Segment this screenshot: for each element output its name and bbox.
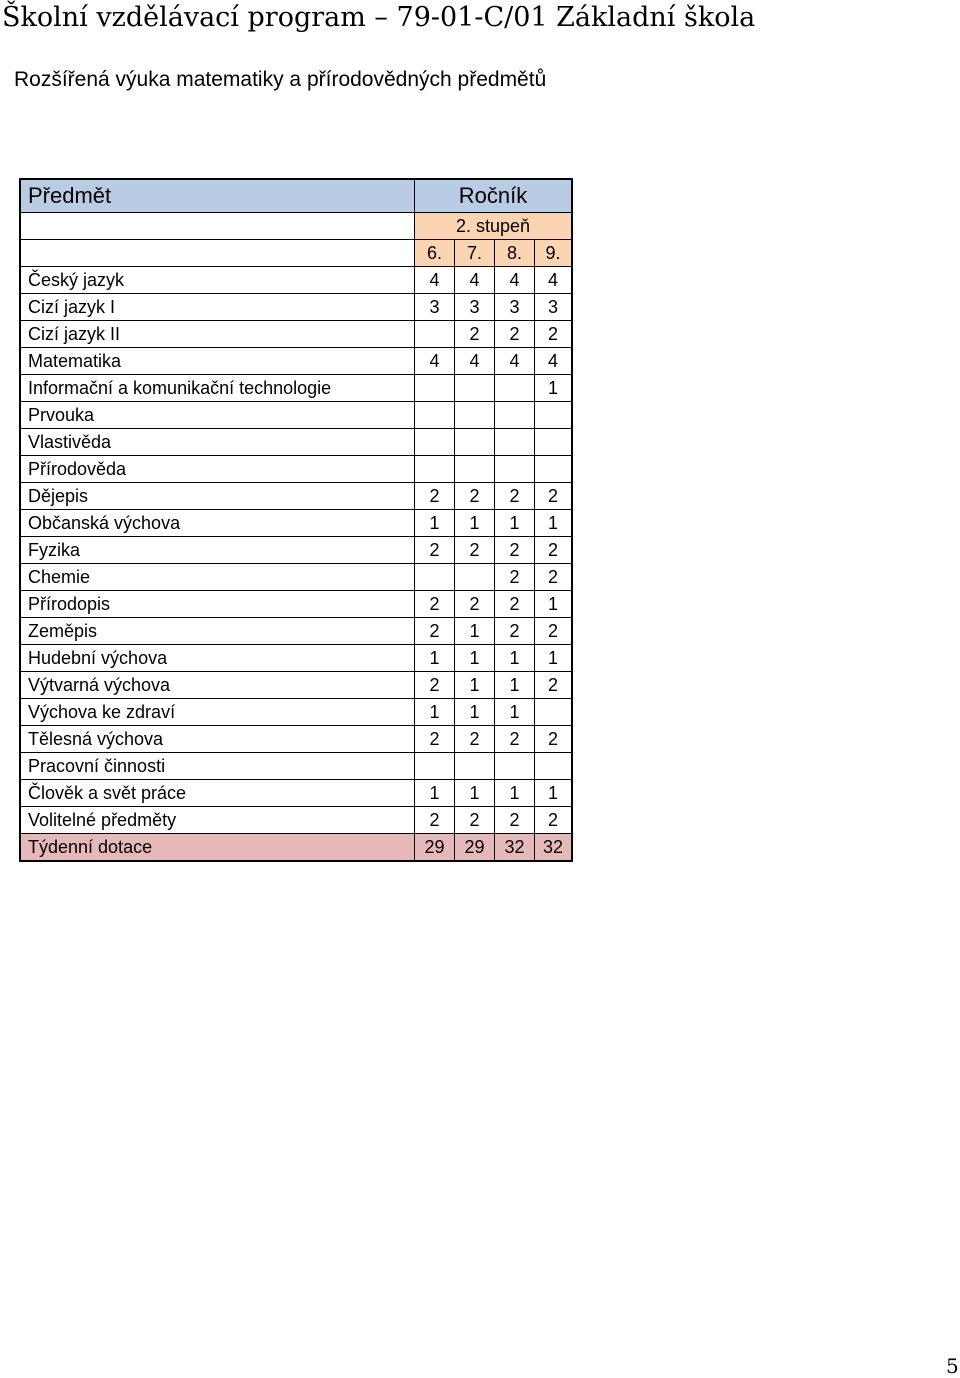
- hours-cell: 1: [415, 645, 455, 672]
- hours-cell: 4: [455, 267, 495, 294]
- hours-cell: 2: [535, 483, 573, 510]
- hours-cell: 1: [455, 672, 495, 699]
- hours-cell: 4: [535, 348, 573, 375]
- hours-cell: 2: [535, 726, 573, 753]
- year-8: 8.: [495, 240, 535, 267]
- year-7: 7.: [455, 240, 495, 267]
- hours-cell: [415, 753, 455, 780]
- hours-cell: 1: [455, 510, 495, 537]
- level-row-blank: [20, 213, 415, 240]
- table-row: [20, 348, 572, 375]
- hours-cell: [415, 402, 455, 429]
- hours-cell: 4: [495, 348, 535, 375]
- table-row: [20, 564, 572, 591]
- hours-cell: [495, 402, 535, 429]
- hours-cell: [535, 456, 573, 483]
- hours-cell: 4: [415, 267, 455, 294]
- subject-name: Hudební výchova: [20, 645, 415, 672]
- hours-cell: 1: [495, 672, 535, 699]
- hours-cell: 2: [535, 537, 573, 564]
- grade-header: Ročník: [415, 179, 573, 213]
- hours-cell: [495, 375, 535, 402]
- hours-cell: 2: [535, 618, 573, 645]
- hours-cell: [455, 402, 495, 429]
- table-row: [20, 375, 572, 402]
- hours-cell: 2: [495, 564, 535, 591]
- subject-name: Výchova ke zdraví: [20, 699, 415, 726]
- hours-cell: 3: [495, 294, 535, 321]
- hours-cell: [455, 375, 495, 402]
- hours-cell: [415, 456, 455, 483]
- hours-cell: 1: [415, 780, 455, 807]
- subject-name: Člověk a svět práce: [20, 780, 415, 807]
- subject-name: Přírodopis: [20, 591, 415, 618]
- hours-cell: 2: [535, 807, 573, 834]
- hours-cell: 1: [455, 618, 495, 645]
- hours-cell: 1: [535, 780, 573, 807]
- hours-cell: [495, 429, 535, 456]
- hours-cell: 2: [495, 537, 535, 564]
- document-subtitle: Rozšířená výuka matematiky a přírodovědných předmětů: [14, 68, 547, 91]
- hours-cell: 1: [535, 645, 573, 672]
- subject-name: Informační a komunikační technologie: [20, 375, 415, 402]
- table-row: [20, 294, 572, 321]
- page-number: 5: [946, 1354, 959, 1378]
- hours-cell: [455, 753, 495, 780]
- subject-name: Přírodověda: [20, 456, 415, 483]
- table-row: [20, 456, 572, 483]
- hours-cell: 4: [495, 267, 535, 294]
- table-row: [20, 321, 572, 348]
- table-row: [20, 618, 572, 645]
- hours-cell: [415, 375, 455, 402]
- hours-cell: 2: [535, 321, 573, 348]
- hours-cell: 2: [455, 726, 495, 753]
- hours-cell: 2: [455, 537, 495, 564]
- hours-cell: 2: [415, 672, 455, 699]
- table-row: [20, 672, 572, 699]
- hours-cell: 32: [535, 834, 573, 862]
- table-header-row: [20, 179, 572, 213]
- hours-cell: [495, 456, 535, 483]
- table-row: [20, 429, 572, 456]
- subject-header: Předmět: [20, 179, 415, 213]
- hours-cell: [455, 456, 495, 483]
- hours-cell: [455, 564, 495, 591]
- hours-cell: 4: [415, 348, 455, 375]
- table-row: [20, 591, 572, 618]
- hours-cell: 1: [495, 510, 535, 537]
- hours-cell: 2: [415, 591, 455, 618]
- hours-cell: 2: [415, 537, 455, 564]
- year-6: 6.: [415, 240, 455, 267]
- table-row: [20, 645, 572, 672]
- hours-cell: 1: [535, 510, 573, 537]
- hours-cell: 3: [415, 294, 455, 321]
- hours-cell: 32: [495, 834, 535, 862]
- hours-cell: [455, 429, 495, 456]
- hours-cell: 1: [455, 699, 495, 726]
- subject-name: Vlastivěda: [20, 429, 415, 456]
- subject-name: Výtvarná výchova: [20, 672, 415, 699]
- hours-cell: 29: [455, 834, 495, 862]
- hours-cell: 2: [455, 483, 495, 510]
- hours-cell: [415, 564, 455, 591]
- hours-cell: [535, 699, 573, 726]
- table-row: [20, 807, 572, 834]
- lesson-plan-table: [19, 178, 573, 862]
- hours-cell: [495, 753, 535, 780]
- hours-cell: 2: [415, 807, 455, 834]
- subject-name: Dějepis: [20, 483, 415, 510]
- subject-name: Občanská výchova: [20, 510, 415, 537]
- hours-cell: 2: [495, 321, 535, 348]
- hours-cell: [535, 402, 573, 429]
- hours-cell: 2: [495, 807, 535, 834]
- subject-name: Český jazyk: [20, 267, 415, 294]
- subject-name: Tělesná výchova: [20, 726, 415, 753]
- hours-cell: 1: [415, 699, 455, 726]
- subject-name: Pracovní činnosti: [20, 753, 415, 780]
- hours-cell: 1: [495, 699, 535, 726]
- subject-name: Cizí jazyk I: [20, 294, 415, 321]
- hours-cell: 2: [455, 807, 495, 834]
- year-row-blank: [20, 240, 415, 267]
- table-row: [20, 699, 572, 726]
- table-row: [20, 726, 572, 753]
- hours-cell: 2: [455, 591, 495, 618]
- year-row: [20, 240, 572, 267]
- hours-cell: 2: [455, 321, 495, 348]
- table-row: [20, 483, 572, 510]
- total-row: [20, 834, 572, 862]
- subject-name: Týdenní dotace: [20, 834, 415, 862]
- subject-name: Volitelné předměty: [20, 807, 415, 834]
- hours-cell: [535, 429, 573, 456]
- subject-name: Prvouka: [20, 402, 415, 429]
- hours-cell: 1: [495, 645, 535, 672]
- subject-name: Chemie: [20, 564, 415, 591]
- hours-cell: 2: [495, 591, 535, 618]
- hours-cell: [415, 429, 455, 456]
- subject-name: Fyzika: [20, 537, 415, 564]
- hours-cell: [415, 321, 455, 348]
- hours-cell: 1: [455, 645, 495, 672]
- table-row: [20, 402, 572, 429]
- hours-cell: 29: [415, 834, 455, 862]
- table-row: [20, 510, 572, 537]
- hours-cell: 2: [415, 726, 455, 753]
- hours-cell: 4: [535, 267, 573, 294]
- table-row: [20, 267, 572, 294]
- hours-cell: 1: [415, 510, 455, 537]
- hours-cell: 2: [495, 483, 535, 510]
- hours-cell: 2: [495, 726, 535, 753]
- document-title: Školní vzdělávací program – 79-01-C/01 Základní škola: [2, 2, 756, 33]
- table-row: [20, 780, 572, 807]
- hours-cell: 1: [495, 780, 535, 807]
- subject-name: Cizí jazyk II: [20, 321, 415, 348]
- hours-cell: 1: [535, 591, 573, 618]
- hours-cell: 4: [455, 348, 495, 375]
- level-row: [20, 213, 572, 240]
- subject-name: Zeměpis: [20, 618, 415, 645]
- table-row: [20, 537, 572, 564]
- subject-name: Matematika: [20, 348, 415, 375]
- hours-cell: 3: [455, 294, 495, 321]
- hours-cell: 2: [415, 618, 455, 645]
- hours-cell: 1: [535, 375, 573, 402]
- hours-cell: 2: [415, 483, 455, 510]
- year-9: 9.: [535, 240, 573, 267]
- hours-cell: 1: [455, 780, 495, 807]
- hours-cell: 3: [535, 294, 573, 321]
- hours-cell: 2: [535, 564, 573, 591]
- hours-cell: [535, 753, 573, 780]
- hours-cell: 2: [535, 672, 573, 699]
- table-row: [20, 753, 572, 780]
- level-label: 2. stupeň: [415, 213, 573, 240]
- hours-cell: 2: [495, 618, 535, 645]
